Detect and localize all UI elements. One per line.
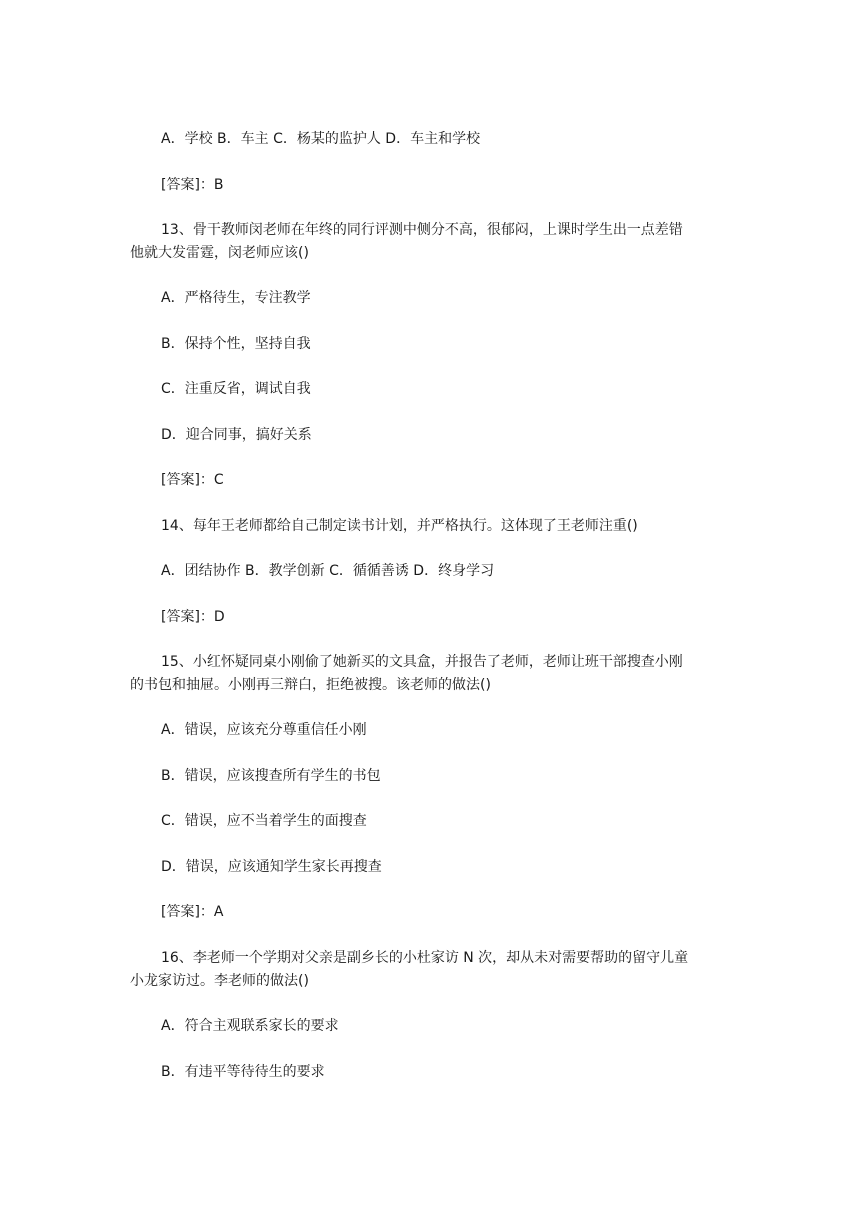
q16-option-a: A．符合主观联系家长的要求 <box>161 1018 339 1034</box>
q13-option-c: C．注重反省，调试自我 <box>161 381 311 397</box>
q15-question-line1: 15、小红怀疑同桌小刚偷了她新买的文具盒，并报告了老师，老师让班干部搜查小刚 <box>161 654 683 670</box>
q15-answer: [答案]：A <box>161 904 224 920</box>
q16-question-line1: 16、李老师一个学期对父亲是副乡长的小杜家访 N 次，却从未对需要帮助的留守儿童 <box>161 950 689 966</box>
q14-answer: [答案]：D <box>161 609 225 625</box>
q13-option-d: D．迎合同事，搞好关系 <box>161 427 312 443</box>
q16-question-line2: 小龙家访过。李老师的做法() <box>130 973 309 989</box>
q15-option-c: C．错误，应不当着学生的面搜查 <box>161 813 367 829</box>
q12-options: A．学校 B．车主 C．杨某的监护人 D．车主和学校 <box>161 131 481 147</box>
q13-option-b: B．保持个性，坚持自我 <box>161 336 311 352</box>
q16-option-b: B．有违平等待待生的要求 <box>161 1064 325 1080</box>
q15-option-a: A．错误，应该充分尊重信任小刚 <box>161 722 367 738</box>
q13-question-line1: 13、骨干教师闵老师在年终的同行评测中侧分不高，很郁闷，上课时学生出一点差错 <box>161 222 683 238</box>
q13-answer: [答案]：C <box>161 472 224 488</box>
q15-question-line2: 的书包和抽屉。小刚再三辩白，拒绝被搜。该老师的做法() <box>130 677 491 693</box>
q14-options: A．团结协作 B．教学创新 C．循循善诱 D．终身学习 <box>161 563 495 579</box>
q13-option-a: A．严格待生，专注教学 <box>161 290 311 306</box>
q15-option-b: B．错误，应该搜查所有学生的书包 <box>161 768 381 784</box>
q15-option-d: D．错误，应该通知学生家长再搜查 <box>161 859 382 875</box>
q13-question-line2: 他就大发雷霆，闵老师应该() <box>130 245 309 261</box>
q12-answer: [答案]：B <box>161 177 224 193</box>
q14-question: 14、每年王老师都给自己制定读书计划，并严格执行。这体现了王老师注重() <box>161 518 638 534</box>
